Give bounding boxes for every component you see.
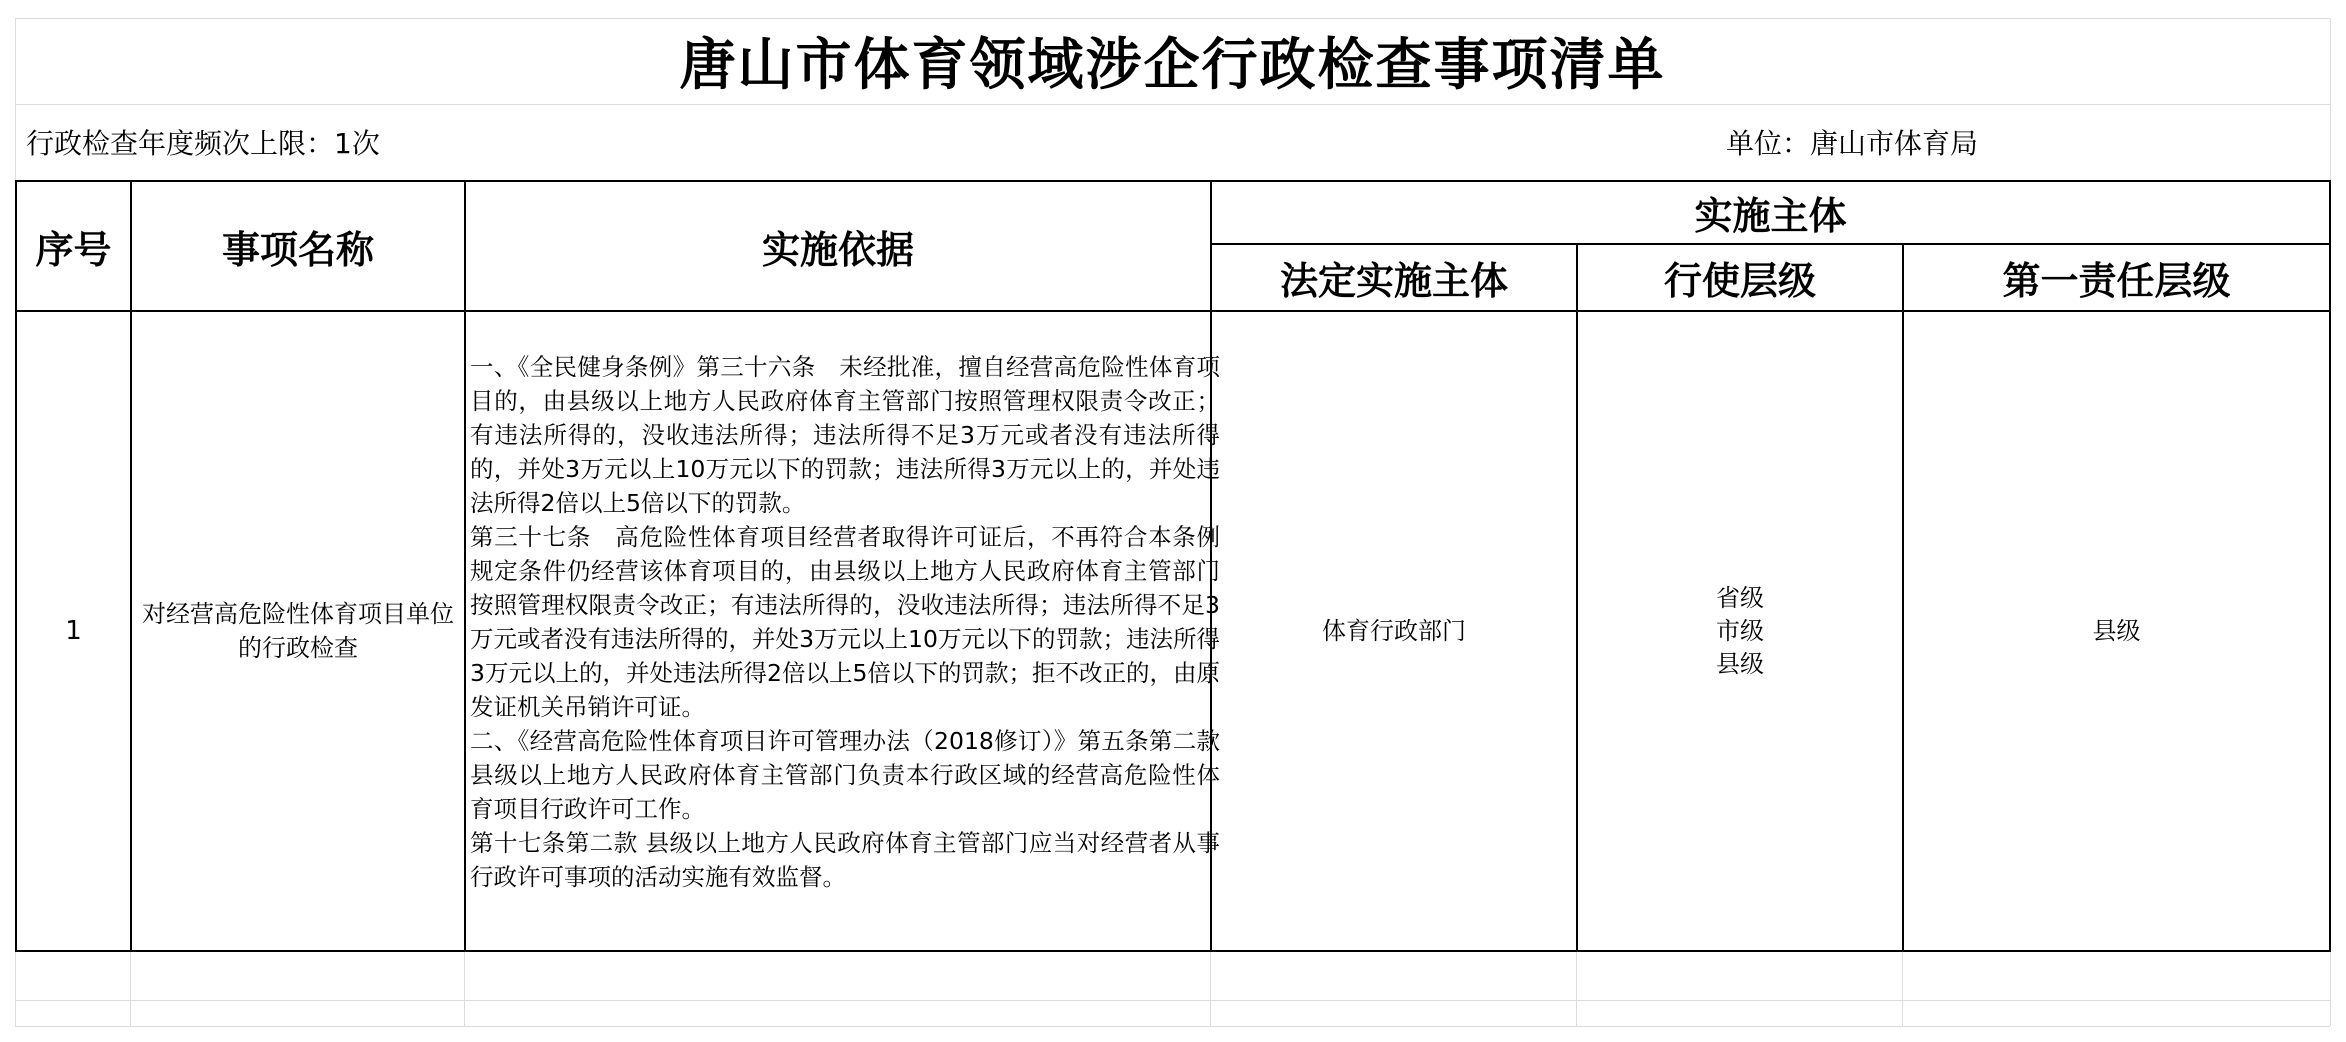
row-item-name: 对经营高危险性体育项目单位的行政检查: [142, 600, 454, 662]
row-first-level: 县级: [2092, 617, 2141, 645]
grid-line: [15, 104, 2330, 105]
basis-paragraph: 二、《经营高危险性体育项目许可管理办法（2018修订）》第五条第二款 县级以上地方人民政府体育主管部门负责本行政区域的经营高危险性体育项目行政许可工作。: [470, 727, 1244, 823]
header-name: 事项名称: [221, 227, 374, 272]
inspection-table: [15, 180, 2331, 952]
grid-line: [1210, 952, 1211, 1026]
row-levels: [1578, 312, 1902, 950]
grid-line: [130, 952, 131, 1026]
row-legal-subject: 体育行政部门: [1322, 617, 1466, 645]
grid-line: [1902, 952, 1903, 1026]
header-first-level: 第一责任层级: [2002, 259, 2231, 303]
inspection-frequency: 行政检查年度频次上限：1次: [26, 127, 380, 160]
grid-line: [464, 952, 465, 1026]
grid-line: [15, 1026, 2330, 1027]
basis-paragraph: 一、《全民健身条例》第三十六条 未经批准，擅自经营高危险性体育项目的，由县级以上地方人民政府体育主管部门按照管理权限责令改正；有违法所得的，没收违法所得；违法所得不足3万元或者没有违法所得的，并处3万元以上10万元以下的罚款；违法所得3万元以上的，并处违法所得2倍以上5倍以下的罚款。: [470, 353, 1220, 517]
grid-line: [1576, 952, 1577, 1026]
header-subject: 实施主体: [1694, 194, 1847, 238]
basis-paragraph: 第三十七条 高危险性体育项目经营者取得许可证后，不再符合本条例规定条件仍经营该体育项目的，由县级以上地方人民政府体育主管部门按照管理权限责令改正；有违法所得的，没收违法所得；违法所得不足3万元或者没有违法所得的，并处3万元以上10万元以下的罚款；违法所得3万元以上的，并处违法所得2倍以上5倍以下的罚款；拒不改正的，由原发证机关吊销许可证。: [470, 523, 1220, 721]
table-border: [15, 950, 2331, 952]
document-title: 唐山市体育领域涉企行政检查事项清单: [679, 32, 1666, 98]
row-basis-text: [470, 350, 1244, 894]
basis-paragraph: 第十七条第二款 县级以上地方人民政府体育主管部门应当对经营者从事行政许可事项的活动实施有效监督。: [470, 829, 1220, 891]
level-item: 省级: [1716, 583, 1764, 612]
level-item: 县级: [1716, 649, 1764, 678]
header-level: 行使层级: [1663, 259, 1816, 303]
table-border: [2329, 180, 2331, 952]
header-basis: 实施依据: [761, 227, 914, 272]
row-seq: 1: [65, 616, 82, 646]
unit-label: 单位：唐山市体育局: [1726, 127, 1979, 160]
header-seq: 序号: [35, 227, 112, 272]
grid-line: [15, 1000, 2330, 1001]
header-legal-subject: 法定实施主体: [1279, 259, 1508, 303]
level-item: 市级: [1716, 616, 1764, 645]
